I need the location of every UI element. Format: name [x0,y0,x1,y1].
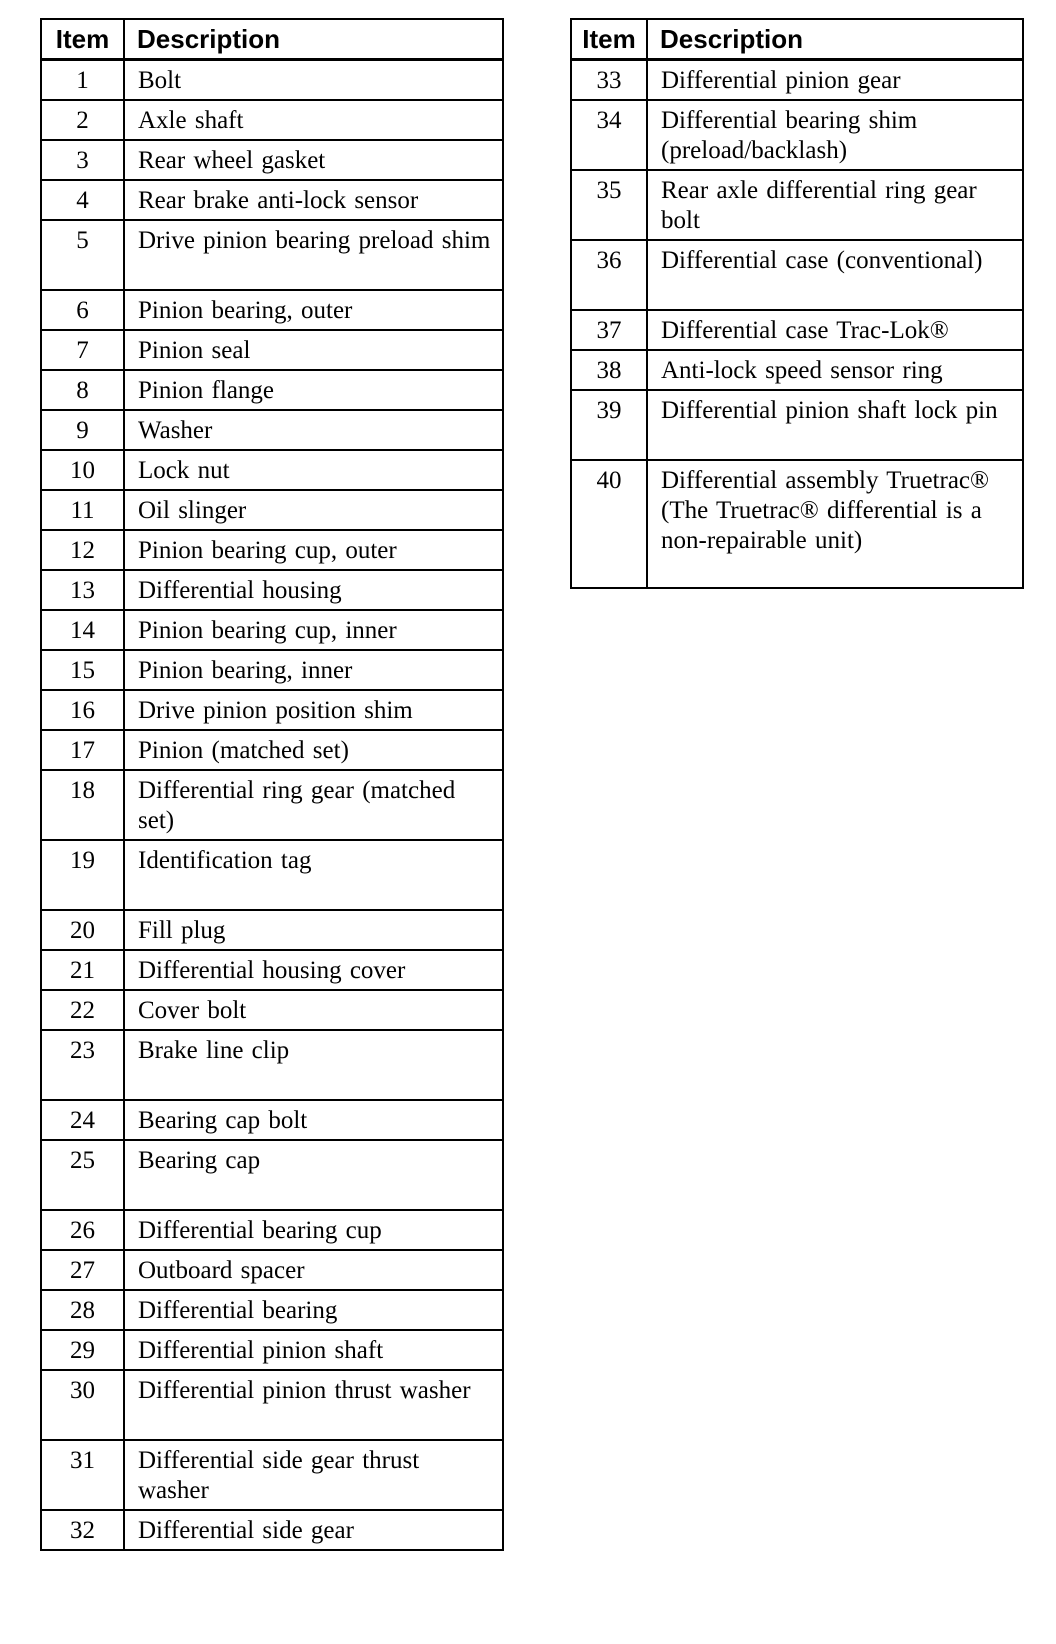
item-number: 23 [41,1030,124,1100]
item-description: Differential ring gear (matched set) [124,770,503,840]
item-description: Pinion flange [124,370,503,410]
table-row [571,310,1023,350]
item-description: Differential housing [124,570,503,610]
item-number: 3 [41,140,124,180]
item-number: 18 [41,770,124,840]
table-row [41,1030,503,1100]
table-row [571,350,1023,390]
item-description: Rear brake anti-lock sensor [124,180,503,220]
table-row [41,990,503,1030]
item-number: 19 [41,840,124,910]
item-description: Bearing cap bolt [124,1100,503,1140]
table-row [41,1370,503,1440]
item-number: 2 [41,100,124,140]
table-row [41,100,503,140]
item-number: 38 [571,350,647,390]
table-row [41,330,503,370]
item-column-header: Item [571,19,647,60]
table-row [41,1510,503,1550]
table-row [41,410,503,450]
table-row [41,370,503,410]
table-row [41,290,503,330]
item-number: 34 [571,100,647,170]
item-number: 25 [41,1140,124,1210]
item-number: 4 [41,180,124,220]
table-row [41,1290,503,1330]
item-description: Differential bearing cup [124,1210,503,1250]
item-number: 15 [41,650,124,690]
item-description: Rear axle differential ring gear bolt [647,170,1023,240]
item-number: 16 [41,690,124,730]
table-row [41,1140,503,1210]
table-header-row [571,19,1023,60]
item-description: Washer [124,410,503,450]
item-number: 22 [41,990,124,1030]
parts-legend-table-left [40,18,504,1551]
item-description: Bearing cap [124,1140,503,1210]
item-description: Anti-lock speed sensor ring [647,350,1023,390]
item-description: Pinion bearing cup, outer [124,530,503,570]
item-description: Pinion bearing, inner [124,650,503,690]
table-row [41,1100,503,1140]
item-number: 30 [41,1370,124,1440]
table-row [41,770,503,840]
item-description: Differential assembly Truetrac® (The Truetrac® differential is a non-repairable unit) [647,460,1023,588]
item-description: Differential pinion shaft [124,1330,503,1370]
item-number: 40 [571,460,647,588]
item-description: Identification tag [124,840,503,910]
item-description: Bolt [124,60,503,100]
item-number: 32 [41,1510,124,1550]
item-description: Pinion bearing cup, inner [124,610,503,650]
item-number: 20 [41,910,124,950]
item-description: Differential pinion thrust washer [124,1370,503,1440]
item-number: 7 [41,330,124,370]
item-number: 27 [41,1250,124,1290]
item-description: Lock nut [124,450,503,490]
item-description: Differential pinion shaft lock pin [647,390,1023,460]
table-header-row [41,19,503,60]
item-number: 24 [41,1100,124,1140]
item-description: Pinion seal [124,330,503,370]
table-row [41,840,503,910]
item-description: Cover bolt [124,990,503,1030]
item-number: 35 [571,170,647,240]
parts-legend-table-right [570,18,1024,589]
item-description: Pinion bearing, outer [124,290,503,330]
item-number: 26 [41,1210,124,1250]
table-row [41,610,503,650]
item-description: Differential housing cover [124,950,503,990]
item-number: 10 [41,450,124,490]
table-row [41,1440,503,1510]
item-description: Differential side gear thrust washer [124,1440,503,1510]
table-row [41,730,503,770]
item-number: 17 [41,730,124,770]
item-number: 6 [41,290,124,330]
item-number: 1 [41,60,124,100]
table-row [571,240,1023,310]
item-number: 5 [41,220,124,290]
table-row [41,60,503,100]
table-row [41,690,503,730]
item-number: 37 [571,310,647,350]
item-number: 28 [41,1290,124,1330]
item-description: Drive pinion bearing preload shim [124,220,503,290]
table-row [41,1330,503,1370]
table-row [41,910,503,950]
item-number: 29 [41,1330,124,1370]
item-number: 31 [41,1440,124,1510]
item-number: 13 [41,570,124,610]
table-row [41,490,503,530]
item-description: Differential bearing [124,1290,503,1330]
item-description: Drive pinion position shim [124,690,503,730]
item-description: Differential pinion gear [647,60,1023,100]
item-number: 39 [571,390,647,460]
item-number: 21 [41,950,124,990]
item-number: 12 [41,530,124,570]
table-row [41,1250,503,1290]
item-description: Outboard spacer [124,1250,503,1290]
item-description: Differential bearing shim (preload/backlash) [647,100,1023,170]
description-column-header: Description [124,19,503,60]
item-column-header: Item [41,19,124,60]
item-description: Pinion (matched set) [124,730,503,770]
item-number: 14 [41,610,124,650]
item-number: 8 [41,370,124,410]
item-description: Differential case Trac-Lok® [647,310,1023,350]
item-description: Oil slinger [124,490,503,530]
table-row [41,1210,503,1250]
item-number: 36 [571,240,647,310]
table-row [41,450,503,490]
item-number: 33 [571,60,647,100]
description-column-header: Description [647,19,1023,60]
table-row [41,220,503,290]
item-number: 9 [41,410,124,450]
table-row [41,570,503,610]
item-description: Fill plug [124,910,503,950]
item-description: Differential side gear [124,1510,503,1550]
table-row [571,100,1023,170]
table-row [41,140,503,180]
item-description: Axle shaft [124,100,503,140]
table-row [41,530,503,570]
table-row [41,950,503,990]
item-description: Differential case (conventional) [647,240,1023,310]
item-description: Rear wheel gasket [124,140,503,180]
table-row [41,650,503,690]
table-row [571,460,1023,588]
table-row [571,390,1023,460]
table-row [571,60,1023,100]
table-row [41,180,503,220]
table-row [571,170,1023,240]
item-description: Brake line clip [124,1030,503,1100]
item-number: 11 [41,490,124,530]
